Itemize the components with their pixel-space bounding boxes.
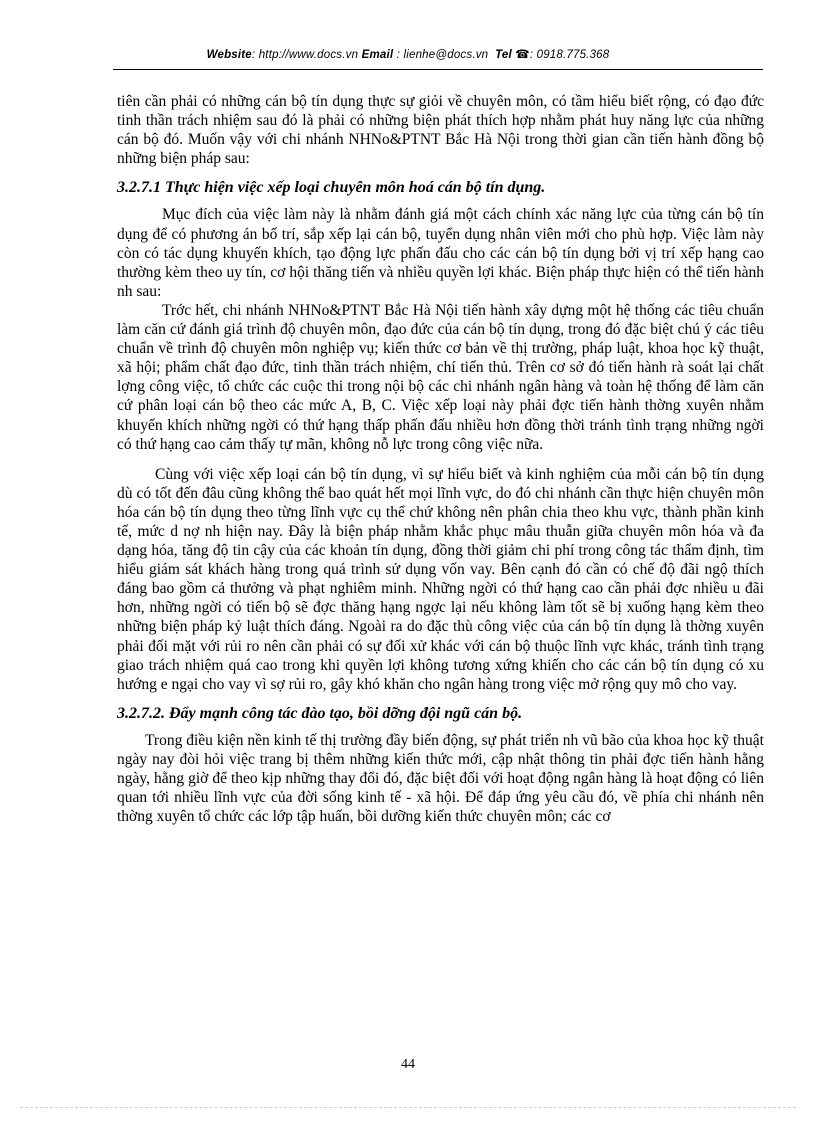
tel-label: Tel xyxy=(495,49,512,61)
page-header xyxy=(0,47,816,61)
paragraph-specialization: Cùng với việc xếp loại cán bộ tín dụng, vì sự hiểu biết và kinh nghiệm của mỗi cán bộ tín dụng dù có tốt đến đâu cũng không thể bao quát hết mọi lĩnh vực, do đó chi nhánh cần thực hiện chuyên môn hóa cán bộ tín dụng theo từng lĩnh vực cụ thể chứ không nên phân chia theo khu vực, thành phần kinh tế, mức d nợ nh hiện nay. Đây là biện pháp nhằm khắc phục mâu thuẫn giữa chuyên môn hóa và đa dạng hóa, tăng độ tin cậy của các khoản tín dụng, đồng thời giảm chi phí trong công tác thẩm định, tìm hiểu giám sát khách hàng trong quá trình sử dụng vốn vay. Bên cạnh đó cần có chế độ đãi ngộ thích đáng bao gồm cả thưởng và phạt nghiêm minh. Những ngời có thứ hạng cao cần phải đợc nhiều u đãi hơn, những ngời có tiến bộ sẽ đợc thăng hạng ngợc lại nếu không làm tốt sẽ bị xuống hạng kèm theo những biện pháp kỷ luật thích đáng. Ngoài ra do đặc thù công việc của cán bộ tín dụng là thờng xuyên phải đối mặt với rủi ro nên cần phải có sự đối xử khác với cán bộ thuộc lĩnh vực khác, tránh tình trạng giao trách nhiệm quá cao trong khi quyền lợi không tương xứng khiến cho các cán bộ tín dụng có xu hướng e ngại cho vay vì sợ rủi ro, gây khó khăn cho ngân hàng trong việc mở rộng quy mô cho vay. xyxy=(117,465,764,693)
page-bottom-border xyxy=(20,1107,796,1108)
section-heading-3-2-7-2: 3.2.7.2. Đẩy mạnh công tác đào tạo, bồi dỡng đội ngũ cán bộ. xyxy=(117,704,523,722)
paragraph-training: Trong điều kiện nền kinh tế thị trường đầy biến động, sự phát triển nh vũ bão của khoa học kỹ thuật ngày nay đòi hỏi việc trang bị thêm những kiến thức mới, cập nhật thông tin phải đợc tiến hành hằng ngày, hằng giờ để theo kịp những thay đổi đó, đặc biệt đối với hoạt động ngân hàng là hoạt động có liên quan tới nhiều lĩnh vực của đời sống kinh tế - xã hội. Để đáp ứng yêu cầu đó, về phía chi nhánh nên thờng xuyên tổ chức các lớp tập huấn, bồi dưỡng kiến thức chuyên môn; các cơ xyxy=(117,731,764,826)
paragraph-intro: tiên cần phải có những cán bộ tín dụng thực sự giỏi về chuyên môn, có tầm hiểu biết rộng, có đạo đức tinh thần trách nhiệm sau đó là phải có những biện phát thích hợp nhằm phát huy năng lực của những cán bộ đó. Muốn vậy với chi nhánh NHNo&PTNT Bắc Hà Nội trong thời gian cần tiến hành đồng bộ những biện pháp sau: xyxy=(117,93,764,168)
website-value: : http://www.docs.vn xyxy=(251,49,362,61)
tel-value: : 0918.775.368 xyxy=(529,49,610,61)
email-value: : lienhe@docs.vn xyxy=(393,49,492,61)
page-number: 44 xyxy=(401,1057,415,1072)
paragraph-gap xyxy=(117,454,764,465)
paragraph-purpose: Mục đích của việc làm này là nhằm đánh giá một cách chính xác năng lực của từng cán bộ tín dụng để có phương án bố trí, sắp xếp lại cán bộ, tuyển dụng nhân viên mới cho phù hợp. Việc làm này còn có tác dụng khuyến khích, tạo động lực phấn đấu cho các cán bộ tín dụng bởi vị trí xếp hạng cao thường kèm theo uy tín, cơ hội thăng tiến và nhiều quyền lợi khác. Biện pháp thực hiện có thể tiến hành nh sau: xyxy=(117,206,764,300)
section-heading-3-2-7-1: 3.2.7.1 Thực hiện việc xếp loại chuyên môn hoá cán bộ tín dụng. xyxy=(117,179,546,197)
website-label: Website xyxy=(206,49,252,61)
paragraph-first-step: Trớc hết, chi nhánh NHNo&PTNT Bắc Hà Nội tiến hành xây dựng một hệ thống các tiêu chuẩn làm căn cứ đánh giá trình độ chuyên môn, đạo đức của cán bộ tín dụng, trong đó đặc biệt chú ý các tiêu chuẩn về trình độ chuyên môn nghiệp vụ; kiến thức cơ bản về thị trường, pháp luật, khoa học kỹ thuật, xã hội; phẩm chất đạo đức, tinh thần trách nhiệm, chí tiến thủ. Trên cơ sở đó tiến hành rà soát lại chất lợng công việc, tổ chức các cuộc thi trong nội bộ các chi nhánh ngân hàng và toàn hệ thống để làm căn cứ phân loại cán bộ theo các mức A, B, C. Việc xếp loại này phải đợc tiến hành thờng xuyên nhằm khuyến khích những ngời có thứ hạng thấp phấn đấu nhiều hơn đồng thời tránh tình trạng những ngời có thứ hạng cao cảm thấy tự mãn, không nỗ lực trong công việc nữa. xyxy=(117,301,764,453)
header-rule xyxy=(113,69,763,70)
phone-icon: ☎ xyxy=(515,49,530,61)
document-body xyxy=(117,92,764,826)
email-label: Email xyxy=(361,49,394,61)
